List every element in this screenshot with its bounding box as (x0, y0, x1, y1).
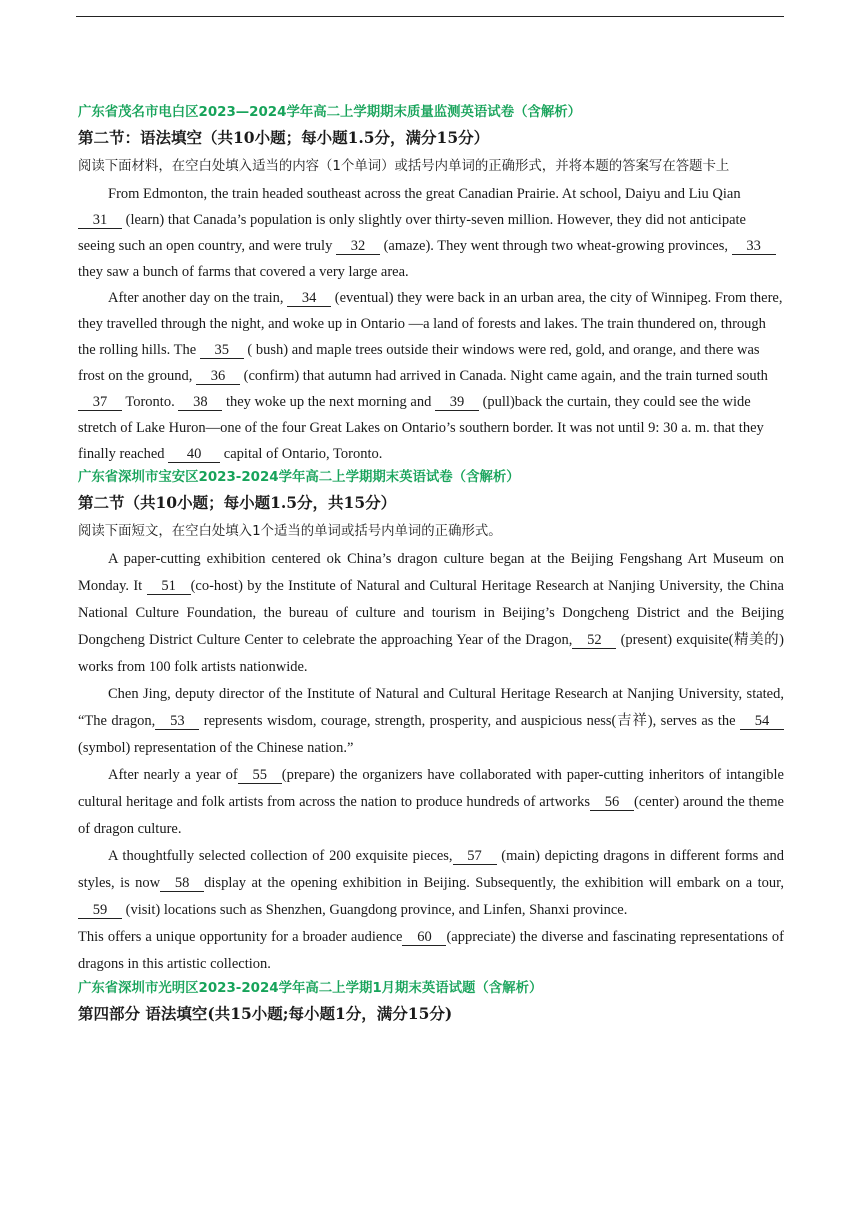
passage-paragraph-5: After nearly a year of 55 (prepare) the organizers have collaborated with paper-cutting inheritors of intangible cultural heritage and folk artists from across the nation to produce hundreds of artworks 56 (center) around the theme of dragon culture. (78, 767, 784, 837)
blank-53[interactable]: 53 (155, 714, 199, 730)
blank-31[interactable]: 31 (78, 213, 122, 229)
blank-32[interactable]: 32 (336, 239, 380, 255)
page-content (78, 102, 784, 1028)
source-title-dianbai: 广东省茂名市电白区2023—2024学年高二上学期期末质量监测英语试卷（含解析） (78, 105, 582, 120)
blank-38[interactable]: 38 (178, 395, 222, 411)
passage-paragraph-2: After another day on the train, 34 (eventual) they were back in an urban area, the city of Winnipeg. From there, they travelled through the night, and woke up in Ontario —a land of forests and lakes. The train thundered on, through the rolling hills. The 35 ( bush) and maple trees outside their windows were red, gold, and orange, and there was frost on the ground, 36 (confirm) that autumn had arrived in Canada. Night came again, and the train turned south 37 Toronto. 38 they woke up the next morning and 39 (pull)back the curtain, they could see the wide stretch of Lake Huron—one of the four Great Lakes on Ontario’s southern border. It was not until 9: 30 a. m. that they finally reached 40 capital of Ontario, Toronto. (78, 290, 783, 462)
source-title-baoan: 广东省深圳市宝安区2023-2024学年高二上学期期末英语试卷（含解析） (78, 470, 520, 485)
passage-paragraph-7: This offers a unique opportunity for a broader audience 60 (appreciate) the diverse and fascinating representations of dragons in this artistic collection. (78, 929, 784, 972)
section-heading-guangming: 第四部分 语法填空(共15小题;每小题1分，满分15分) (78, 1004, 453, 1023)
blank-52[interactable]: 52 (572, 633, 616, 649)
blank-54[interactable]: 54 (740, 714, 784, 730)
blank-35[interactable]: 35 (200, 343, 244, 359)
source-title-guangming: 广东省深圳市光明区2023-2024学年高二上学期1月期末英语试题（含解析） (78, 981, 543, 996)
blank-58[interactable]: 58 (160, 876, 204, 892)
section-heading-baoan: 第二节（共10小题；每小题1.5分，共15分） (78, 493, 397, 512)
blank-59[interactable]: 59 (78, 903, 122, 919)
blank-37[interactable]: 37 (78, 395, 122, 411)
blank-40[interactable]: 40 (168, 447, 220, 463)
passage-paragraph-4: Chen Jing, deputy director of the Institute of Natural and Cultural Heritage Research at Nanjing University, stated, “The dragon, 53 represents wisdom, courage, strength, prosperity, and auspicious ness(吉祥), serves as the 54(symbol) representation of the Chinese nation.” (78, 686, 784, 756)
blank-39[interactable]: 39 (435, 395, 479, 411)
passage-paragraph-6: A thoughtfully selected collection of 200 exquisite pieces, 57 (main) depicting dragons in different forms and styles, is now 58 display at the opening exhibition in Beijing. Subsequently, the exhibition will embark on a tour,59 (visit) locations such as Shenzhen, Guangdong province, and Linfen, Shanxi province. (78, 848, 784, 918)
passage-paragraph-1: From Edmonton, the train headed southeast across the great Canadian Prairie. At school, Daiyu and Liu Qian 31 (learn) that Canada’s population is only slightly over thirty-seven million. However, they did not anticipate seeing such an open country, and were truly 32 (amaze). They went through two wheat-growing provinces, 33 they saw a bunch of farms that covered a very large area. (78, 181, 784, 285)
blank-36[interactable]: 36 (196, 369, 240, 385)
section-heading-dianbai: 第二节：语法填空（共10小题；每小题1.5分，满分15分） (78, 128, 490, 147)
blank-34[interactable]: 34 (287, 291, 331, 307)
blank-33[interactable]: 33 (732, 239, 776, 255)
blank-60[interactable]: 60 (402, 930, 446, 946)
blank-55[interactable]: 55 (238, 768, 282, 784)
header-rule (76, 16, 784, 17)
instruction-dianbai: 阅读下面材料，在空白处填入适当的内容（1个单词）或括号内单词的正确形式，并将本题的答案写在答题卡上 (78, 159, 730, 174)
blank-56[interactable]: 56 (590, 795, 634, 811)
passage-paragraph-3: A paper-cutting exhibition centered ok China’s dragon culture began at the Beijing Fengshang Art Museum on Monday. It 51 (co-host) by the Institute of Natural and Cultural Heritage Research at Nanjing University, the China National Culture Foundation, the bureau of culture and tourism in Beijing’s Dongcheng District and the Beijing Dongcheng District Culture Center to celebrate the approaching Year of the Dragon, 52 (present) exquisite(精美的) works from 100 folk artists nationwide. (78, 551, 784, 675)
instruction-baoan: 阅读下面短文，在空白处填入1个适当的单词或括号内单词的正确形式。 (78, 524, 502, 539)
blank-51[interactable]: 51 (147, 579, 191, 595)
blank-57[interactable]: 57 (453, 849, 497, 865)
